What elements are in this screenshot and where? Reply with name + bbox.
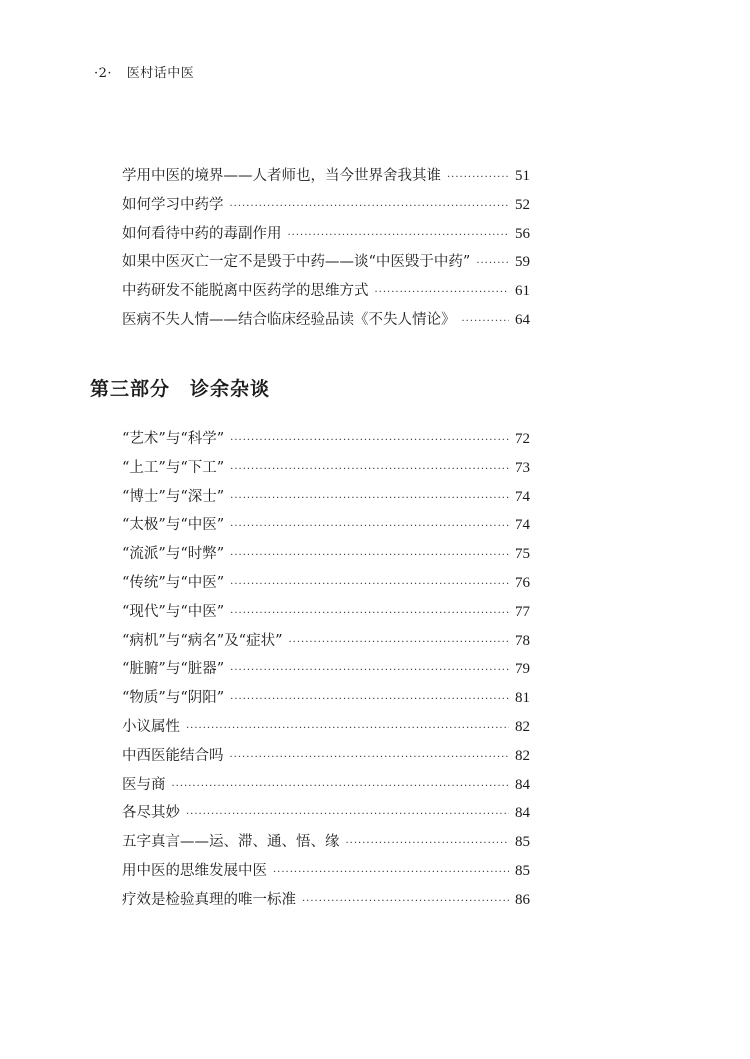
- toc-entry[interactable]: [122, 540, 530, 569]
- dot-leader: [230, 600, 509, 629]
- dot-leader: [186, 801, 509, 830]
- toc-entry-page: 74: [515, 517, 530, 534]
- toc-entry-title: 小议属性: [122, 718, 180, 735]
- toc-entry-page: 74: [515, 488, 530, 505]
- toc-entry-page: 85: [515, 862, 530, 879]
- toc-entry-page: 76: [515, 574, 530, 591]
- toc-entry-page: 52: [515, 196, 530, 213]
- toc-entry-title: 五字真言——运、滞、通、悟、缘: [122, 834, 340, 851]
- dot-leader: [186, 715, 509, 744]
- toc-entry-title: “太极”与“中医”: [122, 517, 225, 534]
- dot-leader: [447, 164, 509, 193]
- toc-entry-title: “艺术”与“科学”: [122, 431, 225, 447]
- toc-entry-page: 84: [515, 776, 530, 793]
- toc-entry-title: 中西医能结合吗: [122, 747, 224, 764]
- toc-entry-title: 学用中医的境界——人者师也，当今世界舍我其谁: [122, 168, 441, 184]
- toc-entry-title: 用中医的思维发展中医: [122, 862, 267, 879]
- toc-entry-page: 73: [515, 459, 530, 476]
- toc-entry[interactable]: [122, 162, 530, 191]
- toc-entry[interactable]: [122, 598, 530, 627]
- toc-entry-page: 86: [515, 891, 530, 908]
- toc-list-second: [122, 425, 530, 915]
- toc-entry[interactable]: [122, 742, 530, 771]
- toc-entry[interactable]: [122, 828, 530, 857]
- toc-entry-title: 中药研发不能脱离中医药学的思维方式: [122, 283, 369, 300]
- dot-leader: [230, 485, 509, 514]
- dot-leader: [172, 773, 510, 802]
- toc-entry[interactable]: [122, 191, 530, 220]
- toc-entry-page: 61: [515, 283, 530, 300]
- toc-entry-page: 51: [515, 168, 530, 184]
- dot-leader: [230, 456, 509, 485]
- toc-entry[interactable]: [122, 306, 530, 335]
- toc-entry[interactable]: [122, 248, 530, 277]
- toc-entry[interactable]: [122, 220, 530, 249]
- dot-leader: [230, 571, 509, 600]
- toc-entry[interactable]: [122, 627, 530, 656]
- toc-entry-page: 78: [515, 632, 530, 649]
- book-title: 医村话中医: [126, 66, 195, 81]
- dot-leader: [273, 859, 509, 888]
- toc-entry-title: 各尽其妙: [122, 805, 180, 822]
- toc-entry[interactable]: [122, 277, 530, 306]
- toc-entry[interactable]: [122, 655, 530, 684]
- toc-entry[interactable]: [122, 886, 530, 915]
- toc-entry-title: “上工”与“下工”: [122, 459, 225, 476]
- toc-entry-title: “流派”与“时弊”: [122, 546, 225, 563]
- toc-entry-title: 如果中医灭亡一定不是毁于中药——谈“中医毁于中药”: [122, 254, 471, 271]
- dot-leader: [462, 308, 510, 337]
- toc-entry[interactable]: [122, 684, 530, 713]
- dot-leader: [476, 250, 509, 279]
- dot-leader: [302, 888, 509, 917]
- toc-entry[interactable]: [122, 511, 530, 540]
- toc-entry[interactable]: [122, 799, 530, 828]
- dot-leader: [230, 193, 510, 222]
- dot-leader: [288, 629, 509, 658]
- toc-entry-page: 79: [515, 661, 530, 678]
- toc-entry-page: 56: [515, 225, 530, 242]
- toc-entry-title: 医与商: [122, 776, 166, 793]
- toc-entry-page: 84: [515, 805, 530, 822]
- dot-leader: [288, 222, 510, 251]
- toc-entry-page: 77: [515, 603, 530, 620]
- toc-entry-page: 81: [515, 690, 530, 707]
- toc-entry-title: “传统”与“中医”: [122, 574, 225, 591]
- toc-entry-page: 75: [515, 546, 530, 563]
- dot-leader: [375, 279, 510, 308]
- toc-entry-title: “病机”与“病名”及“症状”: [122, 632, 283, 649]
- toc-entry-title: “脏腑”与“脏器”: [122, 661, 225, 678]
- toc-entry-page: 82: [515, 747, 530, 764]
- dot-leader: [230, 657, 509, 686]
- toc-entry[interactable]: [122, 425, 530, 454]
- section-label: 第三部分: [90, 378, 171, 400]
- dot-leader: [230, 744, 510, 773]
- toc-entry[interactable]: [122, 483, 530, 512]
- toc-entry-title: “物质”与“阴阳”: [122, 690, 225, 707]
- toc-entry[interactable]: [122, 771, 530, 800]
- toc-entry-page: 72: [515, 431, 530, 447]
- toc-entry-title: 如何学习中药学: [122, 196, 224, 213]
- dot-leader: [230, 513, 509, 542]
- toc-entry-title: 疗效是检验真理的唯一标准: [122, 891, 296, 908]
- section-title: 诊余杂谈: [190, 378, 271, 400]
- toc-entry-page: 82: [515, 718, 530, 735]
- toc-entry-page: 59: [515, 254, 530, 271]
- toc-entry-title: “现代”与“中医”: [122, 603, 225, 620]
- toc-entry[interactable]: [122, 454, 530, 483]
- toc-entry-page: 85: [515, 834, 530, 851]
- toc-entry[interactable]: [122, 569, 530, 598]
- toc-list-first: [122, 162, 530, 335]
- page-number: ·2·: [94, 66, 113, 81]
- running-head: [94, 62, 194, 81]
- dot-leader: [230, 427, 509, 456]
- toc-entry-page: 64: [515, 311, 530, 328]
- toc-entry-title: 医病不失人情——结合临床经验品读《不失人情论》: [122, 311, 456, 328]
- section-heading: [90, 374, 270, 401]
- toc-entry[interactable]: [122, 857, 530, 886]
- dot-leader: [230, 542, 509, 571]
- toc-entry-title: 如何看待中药的毒副作用: [122, 225, 282, 242]
- dot-leader: [346, 830, 510, 859]
- toc-entry-title: “博士”与“深士”: [122, 488, 225, 505]
- dot-leader: [230, 686, 509, 715]
- toc-entry[interactable]: [122, 713, 530, 742]
